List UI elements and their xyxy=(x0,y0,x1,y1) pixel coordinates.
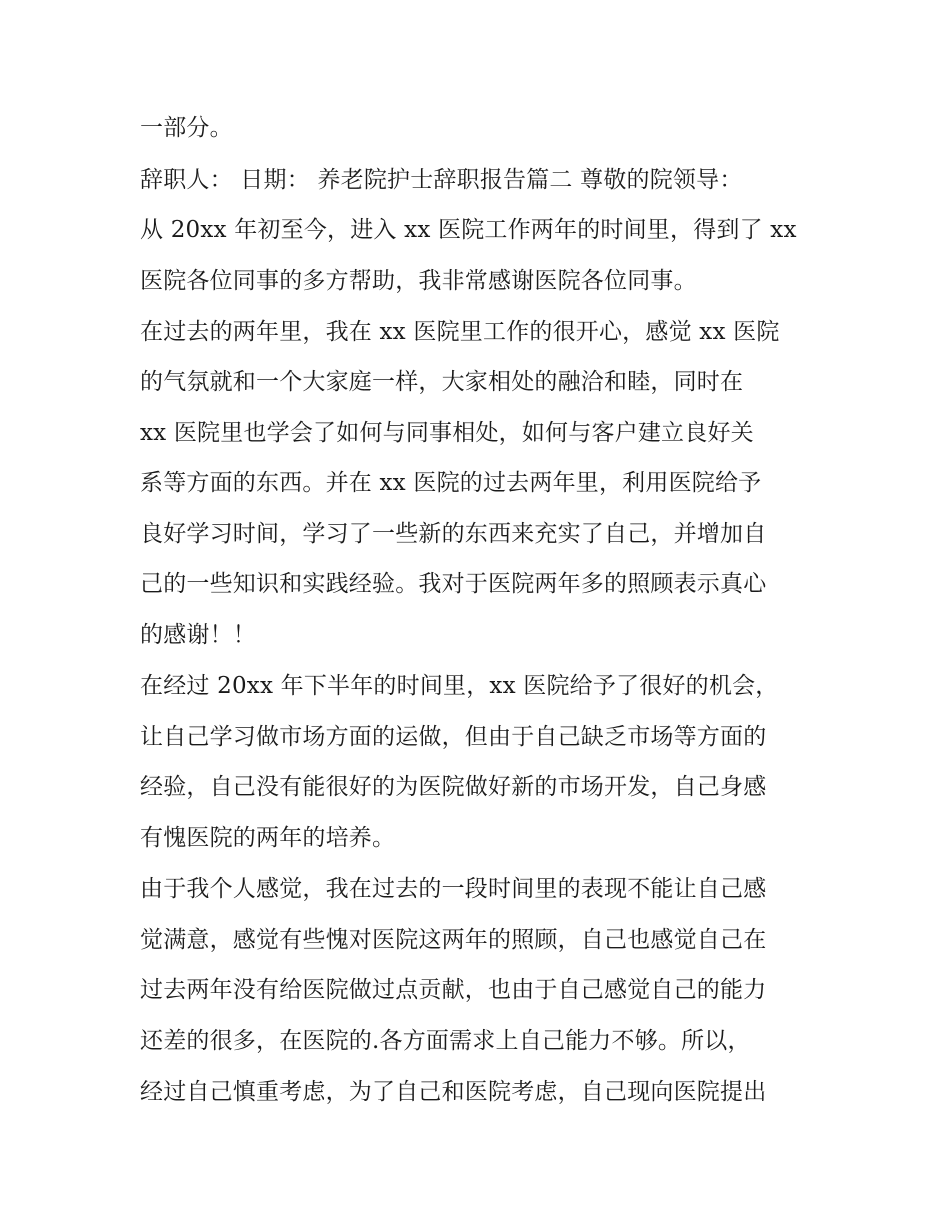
text-line: 在经过 20xx 年下半年的时间里，xx 医院给予了很好的机会， xyxy=(140,673,779,699)
text-line: 经过自己慎重考虑，为了自己和医院考虑，自己现向医院提出 xyxy=(140,1079,767,1105)
text-line: 己的一些知识和实践经验。我对于医院两年多的照顾表示真心 xyxy=(140,571,767,597)
text-line: 系等方面的东西。并在 xx 医院的过去两年里，利用医院给予 xyxy=(140,470,762,496)
text-line: 在过去的两年里，我在 xx 医院里工作的很开心，感觉 xx 医院 xyxy=(140,319,780,345)
text-line: 过去两年没有给医院做过点贡献，也由于自己感觉自己的能力 xyxy=(140,977,767,1003)
text-line: 经验，自己没有能很好的为医院做好新的市场开发，自己身感 xyxy=(140,774,767,800)
text-line: 医院各位同事的多方帮助，我非常感谢医院各位同事。 xyxy=(140,268,697,294)
text-line: 良好学习时间，学习了一些新的东西来充实了自己，并增加自 xyxy=(140,521,767,547)
text-line: 辞职人： 日期： 养老院护士辞职报告篇二 尊敬的院领导： xyxy=(140,167,743,193)
text-line: 的气氛就和一个大家庭一样，大家相处的融洽和睦，同时在 xyxy=(140,369,744,395)
text-line: 一部分。 xyxy=(140,115,233,141)
text-line: 让自己学习做市场方面的运做，但由于自己缺乏市场等方面的 xyxy=(140,724,767,750)
text-line: 由于我个人感觉，我在过去的一段时间里的表现不能让自己感 xyxy=(140,876,767,902)
text-line: 的感谢！！ xyxy=(140,622,256,648)
text-line: 觉满意，感觉有些愧对医院这两年的照顾，自己也感觉自己在 xyxy=(140,927,767,953)
text-line: 有愧医院的两年的培养。 xyxy=(140,825,396,851)
text-line: 还差的很多，在医院的.各方面需求上自己能力不够。所以， xyxy=(140,1028,751,1054)
text-line: 从 20xx 年初至今，进入 xx 医院工作两年的时间里，得到了 xx xyxy=(140,217,797,243)
text-line: xx 医院里也学会了如何与同事相处，如何与客户建立良好关 xyxy=(140,420,754,446)
